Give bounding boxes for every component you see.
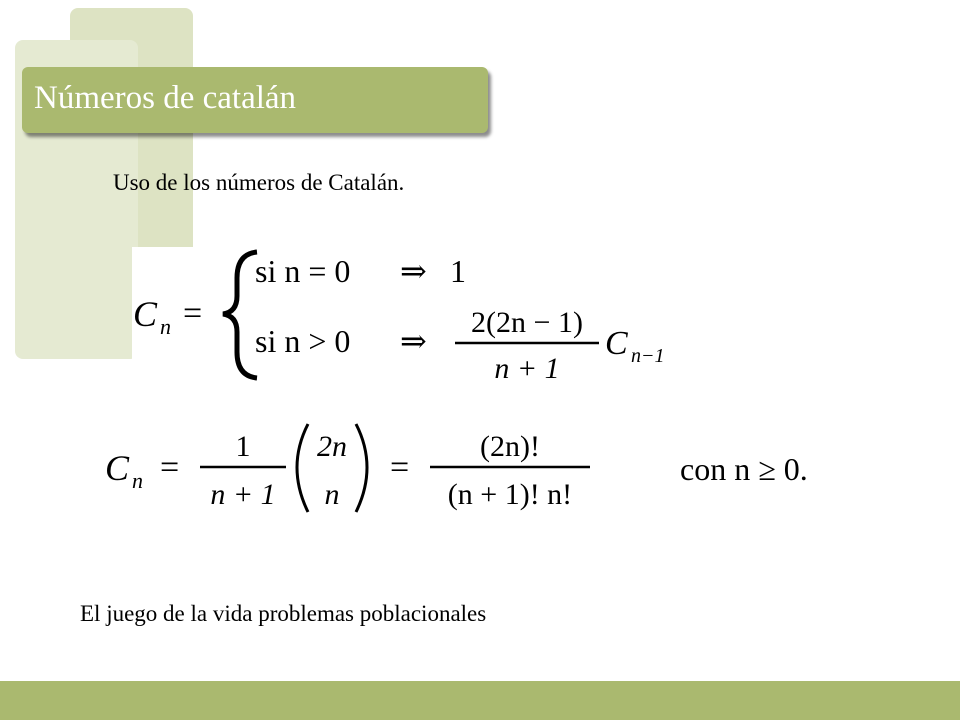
formula1-case2-condition: si n > 0 [255,323,351,359]
formula1-case1-condition: si n = 0 [255,253,351,289]
bottom-text: El juego de la vida problemas poblacionales [80,601,487,626]
formula2-binom-right-paren [356,424,367,512]
formula2-binom-bottom: n [324,478,340,511]
footer-bar [0,681,960,720]
formula2-fraction-denominator: n + 1 [210,478,276,511]
formula2-fraction-numerator: 1 [235,430,251,463]
formula2-binom-left-paren [297,424,308,512]
formula1-case2-denominator: n + 1 [494,352,560,385]
formula1-case2-sub: n−1 [631,345,665,367]
formula1-case2-arrow: ⇒ [400,323,427,359]
formula1-equals: = [183,295,203,332]
formula1-case1-value: 1 [450,253,466,289]
recursive-formula [125,240,705,390]
formula1-case1-arrow: ⇒ [400,253,427,289]
formula2-equals2: = [390,449,410,486]
formula2-equals1: = [160,449,180,486]
formula1-case2-numerator: 2(2n − 1) [471,306,583,339]
formula2-lhs-symbol: C [105,448,130,488]
formula1-case2-symbol: C [605,325,628,362]
slide-title: Números de catalán [34,80,297,116]
formula2-binom-top: 2n [317,430,347,463]
formula2-condition: con n ≥ 0. [680,451,808,487]
closed-formula [100,420,860,530]
formula1-lhs-sub: n [160,314,171,339]
formula2-fraction2-numerator: (2n)! [480,430,540,463]
slide-subtitle: Uso de los números de Catalán. [113,170,405,195]
formula2-fraction2-denominator: (n + 1)! n! [447,478,573,511]
formula1-brace [223,252,257,378]
formula1-lhs-symbol: C [133,294,158,334]
formula2-lhs-sub: n [132,468,143,493]
